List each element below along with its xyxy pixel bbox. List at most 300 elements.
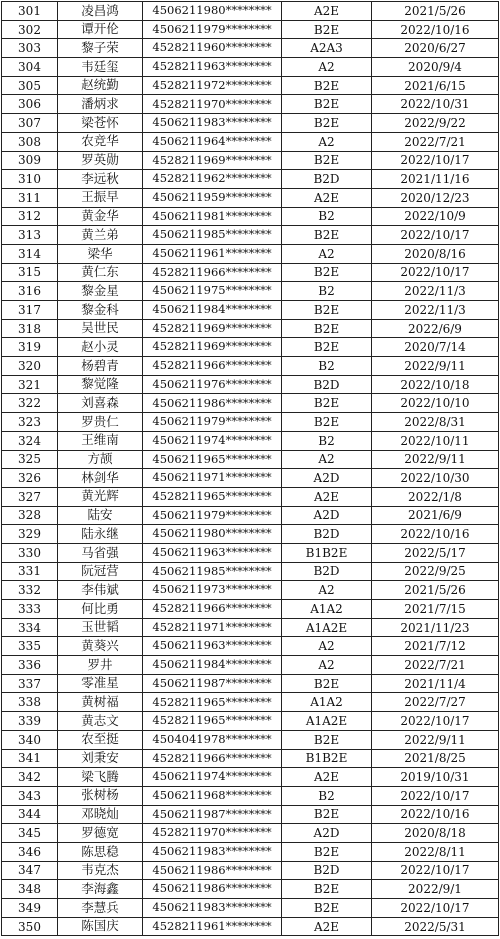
license-class: B2D: [282, 375, 372, 394]
id-number: 4506211985********: [143, 562, 282, 581]
person-name: 陆安: [58, 506, 143, 525]
table-row: [2, 20, 499, 39]
license-class: A2E: [282, 2, 372, 21]
license-class: A2D: [282, 506, 372, 525]
id-number: 4528211965********: [143, 693, 282, 712]
person-name: 陆永继: [58, 525, 143, 544]
license-class: B2E: [282, 880, 372, 899]
person-name: 罗贵仁: [58, 413, 143, 432]
table-row: [2, 637, 499, 656]
table-row: [2, 749, 499, 768]
person-name: 陈国庆: [58, 917, 143, 936]
license-class: A1A2: [282, 693, 372, 712]
id-number: 4528211965********: [143, 712, 282, 731]
issue-date: 2021/6/9: [372, 506, 499, 525]
table-row: [2, 562, 499, 581]
table-row: [2, 394, 499, 413]
license-class: A2E: [282, 487, 372, 506]
table-row: [2, 450, 499, 469]
table-row: [2, 375, 499, 394]
person-name: 黄兰弟: [58, 226, 143, 245]
license-class: B2E: [282, 842, 372, 861]
row-number: 304: [2, 58, 58, 77]
table-row: [2, 58, 499, 77]
person-name: 赵小灵: [58, 338, 143, 357]
license-class: B1B2E: [282, 749, 372, 768]
license-class: B2D: [282, 861, 372, 880]
issue-date: 2020/6/27: [372, 39, 499, 58]
row-number: 318: [2, 319, 58, 338]
table-row: [2, 95, 499, 114]
row-number: 338: [2, 693, 58, 712]
license-class: A2: [282, 637, 372, 656]
row-number: 301: [2, 2, 58, 21]
issue-date: 2022/10/17: [372, 263, 499, 282]
table-row: [2, 506, 499, 525]
table-row: [2, 39, 499, 58]
person-name: 阮冠营: [58, 562, 143, 581]
license-class: B2E: [282, 151, 372, 170]
issue-date: 2022/7/27: [372, 693, 499, 712]
row-number: 341: [2, 749, 58, 768]
table-row: [2, 618, 499, 637]
issue-date: 2021/11/4: [372, 674, 499, 693]
issue-date: 2022/6/9: [372, 319, 499, 338]
row-number: 335: [2, 637, 58, 656]
row-number: 325: [2, 450, 58, 469]
table-row: [2, 188, 499, 207]
row-number: 339: [2, 712, 58, 731]
person-name: 何比勇: [58, 600, 143, 619]
row-number: 350: [2, 917, 58, 936]
license-class: B2: [282, 357, 372, 376]
issue-date: 2022/5/17: [372, 543, 499, 562]
table-row: [2, 2, 499, 21]
issue-date: 2020/7/14: [372, 338, 499, 357]
id-number: 4506211968********: [143, 786, 282, 805]
issue-date: 2022/1/8: [372, 487, 499, 506]
id-number: 4506211983********: [143, 114, 282, 133]
person-name: 陈思稳: [58, 842, 143, 861]
person-name: 林剑华: [58, 469, 143, 488]
issue-date: 2022/10/18: [372, 375, 499, 394]
row-number: 346: [2, 842, 58, 861]
issue-date: 2022/10/17: [372, 151, 499, 170]
id-number: 4506211974********: [143, 431, 282, 450]
row-number: 344: [2, 805, 58, 824]
table-row: [2, 899, 499, 918]
id-number: 4506211984********: [143, 301, 282, 320]
license-class: A2E: [282, 188, 372, 207]
table-row: [2, 805, 499, 824]
id-number: 4528211963********: [143, 58, 282, 77]
issue-date: 2021/5/26: [372, 581, 499, 600]
person-name: 邓晓灿: [58, 805, 143, 824]
license-class: B2D: [282, 525, 372, 544]
row-number: 348: [2, 880, 58, 899]
table-row: [2, 357, 499, 376]
row-number: 311: [2, 188, 58, 207]
person-name: 韦克杰: [58, 861, 143, 880]
id-number: 4506211984********: [143, 656, 282, 675]
issue-date: 2022/9/25: [372, 562, 499, 581]
issue-date: 2021/8/25: [372, 749, 499, 768]
table-row: [2, 431, 499, 450]
table-row: [2, 674, 499, 693]
issue-date: 2022/9/1: [372, 880, 499, 899]
issue-date: 2022/10/31: [372, 95, 499, 114]
issue-date: 2022/11/3: [372, 301, 499, 320]
table-row: [2, 263, 499, 282]
person-name: 李慧兵: [58, 899, 143, 918]
issue-date: 2021/7/15: [372, 600, 499, 619]
table-row: [2, 170, 499, 189]
table-row: [2, 712, 499, 731]
id-number: 4528211961********: [143, 917, 282, 936]
row-number: 328: [2, 506, 58, 525]
table-row: [2, 469, 499, 488]
id-number: 4506211979********: [143, 506, 282, 525]
license-class: A2D: [282, 824, 372, 843]
person-name: 黎觉隆: [58, 375, 143, 394]
person-name: 韦廷玺: [58, 58, 143, 77]
row-number: 321: [2, 375, 58, 394]
license-class: A2: [282, 450, 372, 469]
row-number: 303: [2, 39, 58, 58]
license-class: B2E: [282, 301, 372, 320]
issue-date: 2022/10/17: [372, 712, 499, 731]
person-name: 黄志文: [58, 712, 143, 731]
id-number: 4506211961********: [143, 244, 282, 263]
license-class: B2E: [282, 899, 372, 918]
id-number: 4506211983********: [143, 899, 282, 918]
person-name: 凌昌鸿: [58, 2, 143, 21]
table-row: [2, 226, 499, 245]
person-name: 罗英勋: [58, 151, 143, 170]
license-class: A2: [282, 656, 372, 675]
id-number: 4506211973********: [143, 581, 282, 600]
row-number: 315: [2, 263, 58, 282]
issue-date: 2020/8/18: [372, 824, 499, 843]
license-class: B2E: [282, 263, 372, 282]
person-name: 张树杨: [58, 786, 143, 805]
id-number: 4506211971********: [143, 469, 282, 488]
row-number: 308: [2, 132, 58, 151]
license-class: B2E: [282, 730, 372, 749]
id-number: 4506211980********: [143, 2, 282, 21]
table-row: [2, 917, 499, 936]
table-row: [2, 880, 499, 899]
person-name: 潘炳求: [58, 95, 143, 114]
row-number: 324: [2, 431, 58, 450]
id-number: 4506211979********: [143, 20, 282, 39]
issue-date: 2022/8/11: [372, 842, 499, 861]
row-number: 331: [2, 562, 58, 581]
issue-date: 2022/10/17: [372, 861, 499, 880]
table-row: [2, 207, 499, 226]
issue-date: 2020/12/23: [372, 188, 499, 207]
person-name: 黎金科: [58, 301, 143, 320]
table-row: [2, 543, 499, 562]
row-number: 327: [2, 487, 58, 506]
id-number: 4506211987********: [143, 805, 282, 824]
id-number: 4528211969********: [143, 319, 282, 338]
id-number: 4528211969********: [143, 338, 282, 357]
license-class: B2E: [282, 674, 372, 693]
table-row: [2, 151, 499, 170]
table-row: [2, 768, 499, 787]
license-class: A1A2E: [282, 712, 372, 731]
table-row: [2, 656, 499, 675]
license-class: A2: [282, 581, 372, 600]
id-number: 4506211983********: [143, 842, 282, 861]
row-number: 343: [2, 786, 58, 805]
person-name: 王振早: [58, 188, 143, 207]
id-number: 4506211986********: [143, 394, 282, 413]
person-name: 王维南: [58, 431, 143, 450]
row-number: 319: [2, 338, 58, 357]
person-name: 刘秉安: [58, 749, 143, 768]
issue-date: 2022/10/17: [372, 899, 499, 918]
id-number: 4506211987********: [143, 674, 282, 693]
issue-date: 2020/9/4: [372, 58, 499, 77]
person-name: 方颉: [58, 450, 143, 469]
id-number: 4506211976********: [143, 375, 282, 394]
table-row: [2, 786, 499, 805]
license-class: B2E: [282, 394, 372, 413]
issue-date: 2022/9/11: [372, 730, 499, 749]
person-name: 马省强: [58, 543, 143, 562]
license-class: A2: [282, 58, 372, 77]
table-row: [2, 319, 499, 338]
issue-date: 2022/10/17: [372, 226, 499, 245]
person-name: 黎金星: [58, 282, 143, 301]
person-name: 黄金华: [58, 207, 143, 226]
license-class: A1A2E: [282, 618, 372, 637]
table-row: [2, 487, 499, 506]
row-number: 330: [2, 543, 58, 562]
license-class: A2: [282, 244, 372, 263]
license-class: A2A3: [282, 39, 372, 58]
row-number: 302: [2, 20, 58, 39]
license-class: B2: [282, 431, 372, 450]
id-number: 4506211975********: [143, 282, 282, 301]
issue-date: 2021/11/16: [372, 170, 499, 189]
license-class: B2E: [282, 226, 372, 245]
issue-date: 2022/10/30: [372, 469, 499, 488]
person-name: 黄葵兴: [58, 637, 143, 656]
person-name: 黄仁东: [58, 263, 143, 282]
issue-date: 2022/10/16: [372, 805, 499, 824]
person-name: 梁华: [58, 244, 143, 263]
person-name: 黄树福: [58, 693, 143, 712]
issue-date: 2022/11/3: [372, 282, 499, 301]
person-name: 谭开伦: [58, 20, 143, 39]
id-number: 4528211972********: [143, 76, 282, 95]
license-class: A2D: [282, 469, 372, 488]
id-number: 4528211971********: [143, 618, 282, 637]
id-number: 4506211963********: [143, 543, 282, 562]
table-row: [2, 581, 499, 600]
issue-date: 2020/8/16: [372, 244, 499, 263]
table-row: [2, 301, 499, 320]
license-class: A1A2: [282, 600, 372, 619]
issue-date: 2022/10/11: [372, 431, 499, 450]
license-class: B2: [282, 282, 372, 301]
roster-table: [1, 1, 499, 936]
id-number: 4528211966********: [143, 357, 282, 376]
person-name: 农竞华: [58, 132, 143, 151]
id-number: 4506211965********: [143, 450, 282, 469]
person-name: 农至挺: [58, 730, 143, 749]
table-row: [2, 861, 499, 880]
license-class: B2: [282, 786, 372, 805]
issue-date: 2022/9/22: [372, 114, 499, 133]
issue-date: 2022/7/21: [372, 656, 499, 675]
person-name: 杨碧青: [58, 357, 143, 376]
person-name: 刘喜森: [58, 394, 143, 413]
issue-date: 2022/10/10: [372, 394, 499, 413]
person-name: 黄光辉: [58, 487, 143, 506]
row-number: 305: [2, 76, 58, 95]
issue-date: 2022/10/16: [372, 525, 499, 544]
row-number: 323: [2, 413, 58, 432]
issue-date: 2021/11/23: [372, 618, 499, 637]
id-number: 4528211970********: [143, 824, 282, 843]
row-number: 336: [2, 656, 58, 675]
person-name: 吴世民: [58, 319, 143, 338]
roster-body: [2, 2, 499, 936]
table-row: [2, 338, 499, 357]
person-name: 罗德宽: [58, 824, 143, 843]
row-number: 333: [2, 600, 58, 619]
id-number: 4506211985********: [143, 226, 282, 245]
id-number: 4506211974********: [143, 768, 282, 787]
row-number: 312: [2, 207, 58, 226]
table-row: [2, 413, 499, 432]
id-number: 4506211959********: [143, 188, 282, 207]
table-row: [2, 842, 499, 861]
license-class: A2: [282, 132, 372, 151]
issue-date: 2022/8/31: [372, 413, 499, 432]
id-number: 4506211981********: [143, 207, 282, 226]
person-name: 李海鑫: [58, 880, 143, 899]
person-name: 罗井: [58, 656, 143, 675]
issue-date: 2019/10/31: [372, 768, 499, 787]
row-number: 320: [2, 357, 58, 376]
issue-date: 2022/7/21: [372, 132, 499, 151]
row-number: 316: [2, 282, 58, 301]
person-name: 赵统勤: [58, 76, 143, 95]
row-number: 337: [2, 674, 58, 693]
issue-date: 2022/10/9: [372, 207, 499, 226]
row-number: 307: [2, 114, 58, 133]
row-number: 347: [2, 861, 58, 880]
row-number: 349: [2, 899, 58, 918]
license-class: B2E: [282, 319, 372, 338]
person-name: 梁苍怀: [58, 114, 143, 133]
issue-date: 2021/7/12: [372, 637, 499, 656]
license-class: B2E: [282, 413, 372, 432]
row-number: 342: [2, 768, 58, 787]
person-name: 李伟斌: [58, 581, 143, 600]
row-number: 340: [2, 730, 58, 749]
table-row: [2, 76, 499, 95]
person-name: 黎子荣: [58, 39, 143, 58]
table-row: [2, 244, 499, 263]
id-number: 4528211966********: [143, 600, 282, 619]
table-row: [2, 600, 499, 619]
issue-date: 2022/9/11: [372, 450, 499, 469]
row-number: 329: [2, 525, 58, 544]
id-number: 4506211986********: [143, 880, 282, 899]
id-number: 4506211986********: [143, 861, 282, 880]
id-number: 4528211970********: [143, 95, 282, 114]
license-class: B2E: [282, 805, 372, 824]
row-number: 345: [2, 824, 58, 843]
row-number: 322: [2, 394, 58, 413]
row-number: 317: [2, 301, 58, 320]
id-number: 4528211969********: [143, 151, 282, 170]
license-class: B2E: [282, 20, 372, 39]
issue-date: 2022/10/16: [372, 20, 499, 39]
table-row: [2, 730, 499, 749]
id-number: 4528211966********: [143, 749, 282, 768]
id-number: 4506211979********: [143, 413, 282, 432]
row-number: 314: [2, 244, 58, 263]
license-class: B2E: [282, 95, 372, 114]
person-name: 零准星: [58, 674, 143, 693]
table-row: [2, 282, 499, 301]
table-row: [2, 525, 499, 544]
row-number: 334: [2, 618, 58, 637]
id-number: 4504041978********: [143, 730, 282, 749]
person-name: 玉世韬: [58, 618, 143, 637]
issue-date: 2022/9/11: [372, 357, 499, 376]
issue-date: 2021/6/15: [372, 76, 499, 95]
license-class: B2: [282, 207, 372, 226]
table-row: [2, 114, 499, 133]
issue-date: 2022/10/17: [372, 786, 499, 805]
id-number: 4506211964********: [143, 132, 282, 151]
id-number: 4506211963********: [143, 637, 282, 656]
person-name: 李远秋: [58, 170, 143, 189]
license-class: A2E: [282, 768, 372, 787]
license-class: B2D: [282, 562, 372, 581]
row-number: 313: [2, 226, 58, 245]
id-number: 4528211965********: [143, 487, 282, 506]
row-number: 310: [2, 170, 58, 189]
table-row: [2, 132, 499, 151]
id-number: 4528211960********: [143, 39, 282, 58]
row-number: 326: [2, 469, 58, 488]
issue-date: 2022/5/31: [372, 917, 499, 936]
table-row: [2, 824, 499, 843]
id-number: 4528211966********: [143, 263, 282, 282]
license-class: B2E: [282, 76, 372, 95]
row-number: 332: [2, 581, 58, 600]
person-name: 梁飞腾: [58, 768, 143, 787]
license-class: B2E: [282, 114, 372, 133]
id-number: 4528211962********: [143, 170, 282, 189]
id-number: 4506211980********: [143, 525, 282, 544]
row-number: 309: [2, 151, 58, 170]
row-number: 306: [2, 95, 58, 114]
license-class: A2E: [282, 917, 372, 936]
issue-date: 2021/5/26: [372, 2, 499, 21]
license-class: B2D: [282, 170, 372, 189]
license-class: B2E: [282, 338, 372, 357]
